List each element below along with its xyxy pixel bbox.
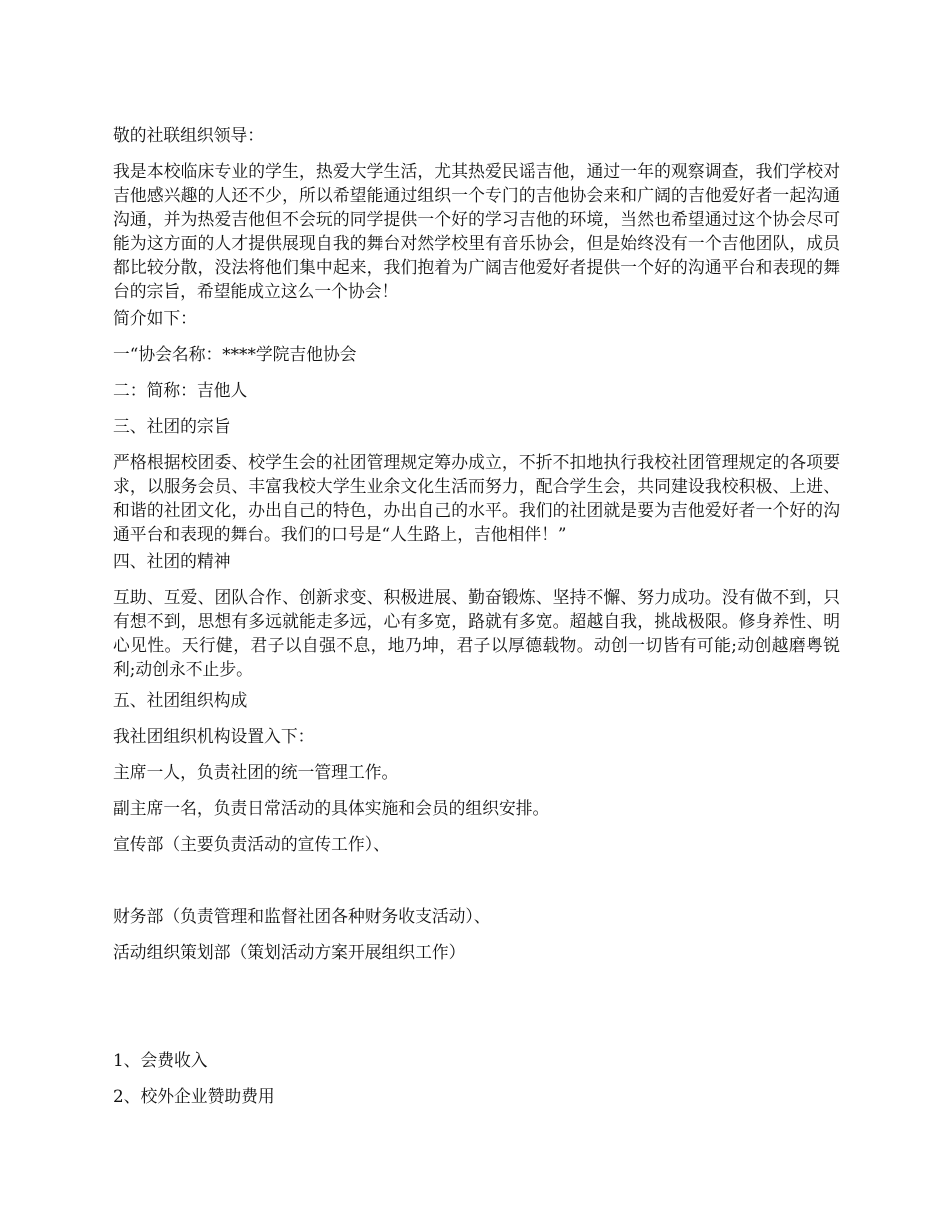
income-item-2: 2、校外企业赞助费用 bbox=[113, 1086, 275, 1106]
planning-department-line: 活动组织策划部（策划活动方案开展组织工作） bbox=[113, 942, 466, 962]
purpose-heading: 三、社团的宗旨 bbox=[113, 416, 231, 436]
intro-paragraph: 我是本校临床专业的学生，热爱大学生活，尤其热爱民谣吉他，通过一年的观察调查，我们学校对吉他感兴趣的人还不少，所以希望能通过组织一个专门的吉他协会来和广阔的吉他爱好者一起沟通沟通，并为热爱吉他但不会玩的同学提供一个好的学习吉他的环境，当然也希望通过这个协会尽可能为这方面的人才提供展现自我的舞台对然学校里有音乐协会，但是始终没有一个吉他团队，成员都比较分散，没法将他们集中起来，我们抱着为广阔吉他爱好者提供一个好的沟通平台和表现的舞台的宗旨，希望能成立这么一个协会！ bbox=[113, 161, 840, 301]
vice-chairman-line: 副主席一名，负责日常活动的具体实施和会员的组织安排。 bbox=[113, 798, 550, 818]
greeting-line: 敬的社联组织领导： bbox=[113, 125, 265, 145]
short-name-item: 二：简称：吉他人 bbox=[113, 380, 248, 400]
publicity-department-line: 宣传部（主要负责活动的宣传工作）、 bbox=[113, 834, 390, 854]
income-item-1: 1、会费收入 bbox=[113, 1050, 208, 1070]
organization-intro: 我社团组织机构设置入下： bbox=[113, 726, 315, 746]
organization-heading: 五、社团组织构成 bbox=[113, 690, 248, 710]
spirit-paragraph: 互助、互爱、团队合作、创新求变、积极进展、勤奋锻炼、坚持不懈、努力成功。没有做不到，只有想不到，思想有多远就能走多远，心有多宽，路就有多宽。超越自我，挑战极限。修身养性、明心见性。天行健，君子以自强不息，地乃坤，君子以厚德载物。动创一切皆有可能;动创越磨粤锐利;动创永不止步。 bbox=[113, 587, 840, 679]
chairman-line: 主席一人，负责社团的统一管理工作。 bbox=[113, 762, 399, 782]
spirit-heading: 四、社团的精神 bbox=[113, 551, 231, 571]
purpose-paragraph: 严格根据校团委、校学生会的社团管理规定筹办成立，不折不扣地执行我校社团管理规定的各项要求，以服务会员、丰富我校大学生业余文化生活而努力，配合学生会，共同建设我校积极、上进、和谐的社团文化，办出自己的特色，办出自己的水平。我们的社团就是要为吉他爱好者一个好的沟通平台和表现的舞台。我们的口号是“人生路上，吉他相伴！” bbox=[113, 452, 840, 544]
finance-department-line: 财务部（负责管理和监督社团各种财务收支活动）、 bbox=[113, 906, 491, 926]
association-name-item: 一“协会名称：****学院吉他协会 bbox=[113, 344, 357, 364]
summary-heading: 简介如下： bbox=[113, 308, 197, 328]
